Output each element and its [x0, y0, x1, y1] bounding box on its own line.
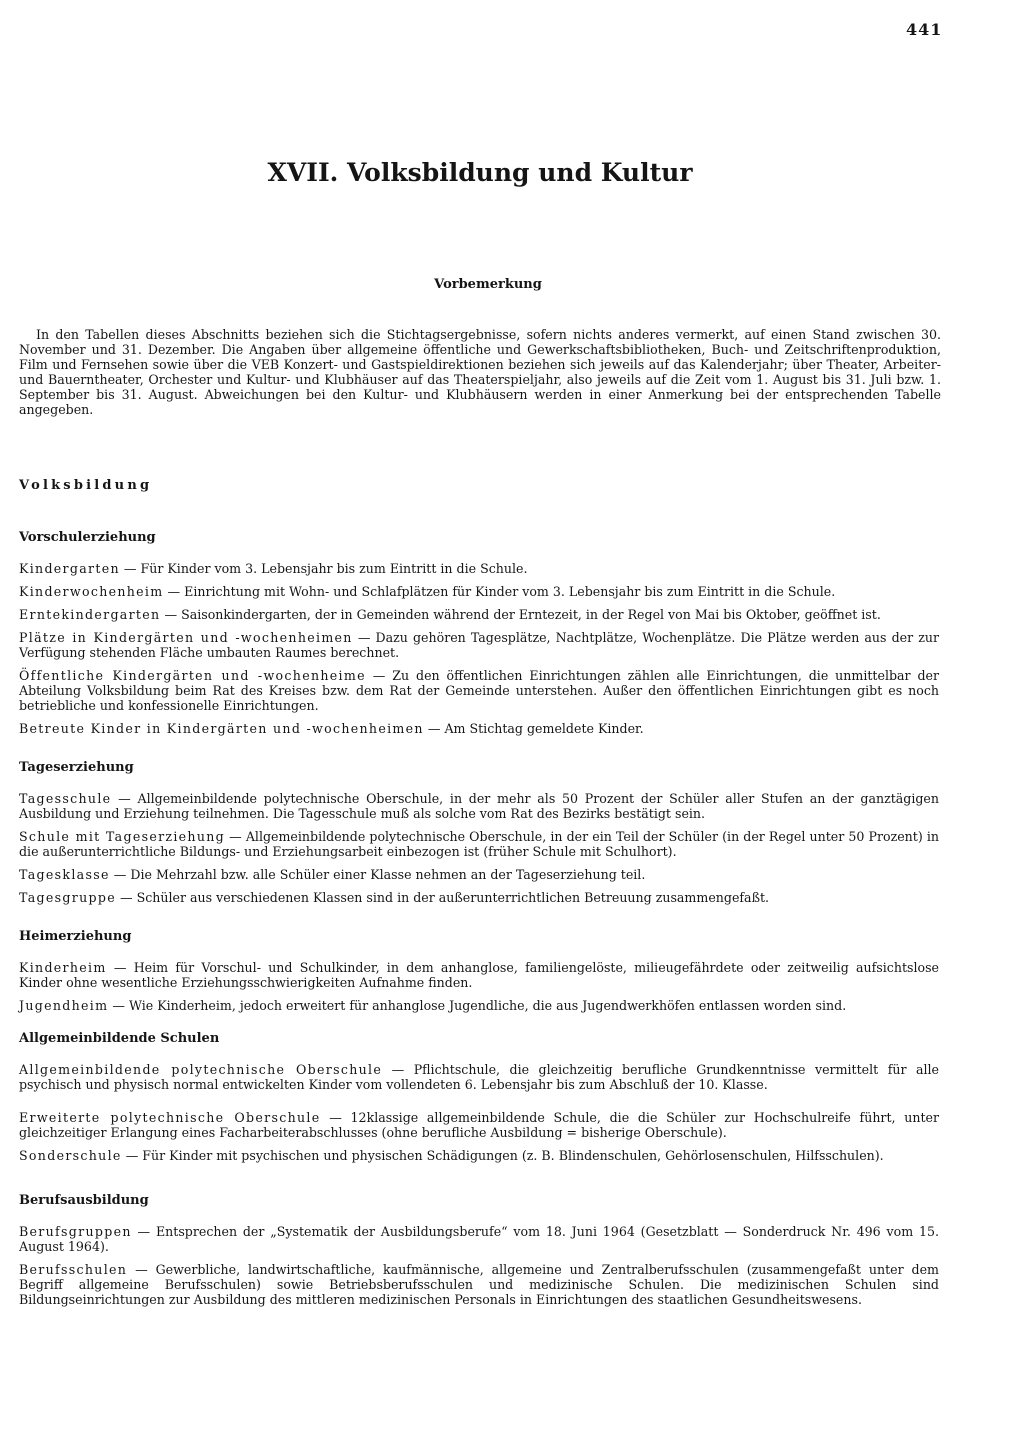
definition-entry: Kinderheim — Heim für Vorschul- und Schulkinder, in dem anhanglose, familiengelöste, milieugefährdete oder zeitweilig aufsichtslose Kinder ohne wesentliche Erziehungsschwierigkeiten Aufnahme finden. — [19, 960, 939, 990]
definition-text: Gewerbliche, landwirtschaftliche, kaufmännische, allgemeine und Zentralberufsschulen (zusammengefaßt unter dem Begriff allgemeine Berufsschulen) sowie Betriebsberufsschulen und medizinische Schulen. Die medizinischen Schulen sind Bildungseinrichtungen zur Ausbildung des mittleren medizinischen Personals in Einrichtungen des staatlichen Gesundheitswesens. — [19, 1262, 939, 1307]
definition-text: 12klassige allgemeinbildende Schule, die die Schüler zur Hochschulreife führt, unter gleichzeitiger Erlangung eines Facharbeiterabschlusses (ohne berufliche Ausbildung = bisherige Oberschule). — [19, 1110, 939, 1140]
section-heading: Volksbildung — [19, 478, 153, 493]
definition-term: Berufsschulen — [19, 1262, 128, 1277]
definition-text: Pflichtschule, die gleichzeitig berufliche Grundkenntnisse vermittelt für alle psychisch und physisch normal entwickelten Kinder vom vollendeten 6. Lebensjahr bis zum Abschluß der 10. Klasse. — [19, 1062, 939, 1092]
subsection-heading-vorschulerziehung: Vorschulerziehung — [19, 530, 156, 545]
page-number: 441 — [906, 20, 943, 39]
definition-entry: Berufsgruppen — Entsprechen der „Systematik der Ausbildungsberufe“ vom 18. Juni 1964 (Gesetzblatt — Sonderdruck Nr. 496 vom 15. August 1964). — [19, 1224, 939, 1254]
definition-entry: Erweiterte polytechnische Oberschule — 12klassige allgemeinbildende Schule, die die Schüler zur Hochschulreife führt, unter gleichzeitiger Erlangung eines Facharbeiterabschlusses (ohne berufliche Ausbildung = bisherige Oberschule). — [19, 1110, 939, 1140]
definition-term: Betreute Kinder in Kindergärten und -wochenheimen — [19, 721, 424, 736]
preface-heading: Vorbemerkung — [434, 277, 542, 292]
definition-term: Öffentliche Kindergärten und -wochenheime — [19, 668, 366, 683]
definition-text: Entsprechen der „Systematik der Ausbildungsberufe“ vom 18. Juni 1964 (Gesetzblatt — Sonderdruck Nr. 496 vom 15. August 1964). — [19, 1224, 939, 1254]
definition-text: Wie Kinderheim, jedoch erweitert für anhanglose Jugendliche, die aus Jugendwerkhöfen entlassen worden sind. — [129, 998, 847, 1013]
definition-entry: Kindergarten — Für Kinder vom 3. Lebensjahr bis zum Eintritt in die Schule. — [19, 561, 528, 576]
definition-entry: Plätze in Kindergärten und -wochenheimen — Dazu gehören Tagesplätze, Nachtplätze, Wochenplätze. Die Plätze werden aus der zur Verfügung stehenden Fläche umbauten Raumes berechnet. — [19, 630, 939, 660]
definition-entry: Erntekindergarten — Saisonkindergarten, der in Gemeinden während der Erntezeit, in der Regel von Mai bis Oktober, geöffnet ist. — [19, 607, 881, 622]
definition-entry: Kinderwochenheim — Einrichtung mit Wohn- und Schlafplätzen für Kinder vom 3. Lebensjahr bis zum Eintritt in die Schule. — [19, 584, 836, 599]
definition-term: Allgemeinbildende polytechnische Oberschule — [19, 1062, 383, 1077]
definition-entry: Tagesklasse — Die Mehrzahl bzw. alle Schüler einer Klasse nehmen an der Tageserziehung teil. — [19, 867, 646, 882]
definition-term: Kindergarten — [19, 561, 120, 576]
subsection-heading-tageserziehung: Tageserziehung — [19, 760, 134, 775]
definition-term: Kinderheim — [19, 960, 107, 975]
definition-term: Sonderschule — [19, 1148, 122, 1163]
definition-text: Für Kinder mit psychischen und physischen Schädigungen (z. B. Blindenschulen, Gehörlosenschulen, Hilfsschulen). — [142, 1148, 884, 1163]
definition-text: Einrichtung mit Wohn- und Schlafplätzen für Kinder vom 3. Lebensjahr bis zum Eintritt in die Schule. — [184, 584, 836, 599]
subsection-heading-berufsausbildung: Berufsausbildung — [19, 1193, 149, 1208]
subsection-heading-heimerziehung: Heimerziehung — [19, 929, 132, 944]
definition-text: Allgemeinbildende polytechnische Oberschule, in der mehr als 50 Prozent der Schüler aller Stufen an der ganztägigen Ausbildung und Erziehung teilnehmen. Die Tagesschule muß als solche vom Rat des Bezirks bestätigt sein. — [19, 791, 939, 821]
definition-text: Saisonkindergarten, der in Gemeinden während der Erntezeit, in der Regel von Mai bis Oktober, geöffnet ist. — [181, 607, 881, 622]
definition-term: Schule mit Tageserziehung — [19, 829, 226, 844]
definition-text: Schüler aus verschiedenen Klassen sind in der außerunterrichtlichen Betreuung zusammengefaßt. — [136, 890, 770, 905]
definition-entry: Allgemeinbildende polytechnische Oberschule — Pflichtschule, die gleichzeitig berufliche Grundkenntnisse vermittelt für alle psychisch und physisch normal entwickelten Kinder vom vollendeten 6. Lebensjahr bis zum Abschluß der 10. Klasse. — [19, 1062, 939, 1092]
definition-text: Die Mehrzahl bzw. alle Schüler einer Klasse nehmen an der Tageserziehung teil. — [130, 867, 646, 882]
preface-text: In den Tabellen dieses Abschnitts beziehen sich die Stichtagsergebnisse, sofern nichts anderes vermerkt, auf einen Stand zwischen 30. November und 31. Dezember. Die Angaben über allgemeine öffentliche und Gewerkschaftsbibliotheken, Buch- und Zeitschriftenproduktion, Film und Fernsehen sowie über die VEB Konzert- und Gastspieldirektionen beziehen sich jeweils auf das Kalenderjahr; über Theater, Arbeiter- und Bauerntheater, Orchester und Kultur- und Klubhäuser auf das Theaterspieljahr, also jeweils auf die Zeit vom 1. August bis 31. Juli bzw. 1. September bis 31. August. Abweichungen bei den Kultur- und Klubhäusern werden in einer Anmerkung bei der entsprechenden Tabelle angegeben. — [19, 327, 941, 417]
definition-entry: Betreute Kinder in Kindergärten und -wochenheimen — Am Stichtag gemeldete Kinder. — [19, 721, 644, 736]
definition-text: Am Stichtag gemeldete Kinder. — [444, 721, 644, 736]
definition-entry: Berufsschulen — Gewerbliche, landwirtschaftliche, kaufmännische, allgemeine und Zentralberufsschulen (zusammengefaßt unter dem Begriff allgemeine Berufsschulen) sowie Betriebsberufsschulen und medizinische Schulen. Die medizinischen Schulen sind Bildungseinrichtungen zur Ausbildung des mittleren medizinischen Personals in Einrichtungen des staatlichen Gesundheitswesens. — [19, 1262, 939, 1307]
definition-text: Heim für Vorschul- und Schulkinder, in dem anhanglose, familiengelöste, milieugefährdete oder zeitweilig aufsichtslose Kinder ohne wesentliche Erziehungsschwierigkeiten Aufnahme finden. — [19, 960, 939, 990]
definition-entry: Schule mit Tageserziehung — Allgemeinbildende polytechnische Oberschule, in der ein Teil der Schüler (in der Regel unter 50 Prozent) in die außerunterrichtliche Bildungs- und Erziehungsarbeit einbezogen ist (früher Schule mit Schulhort). — [19, 829, 939, 859]
definition-term: Tagesschule — [19, 791, 112, 806]
definition-entry: Öffentliche Kindergärten und -wochenheime — Zu den öffentlichen Einrichtungen zählen alle Einrichtungen, die unmittelbar der Abteilung Volksbildung beim Rat des Kreises bzw. dem Rat der Gemeinde unterstehen. Außer den öffentlichen Einrichtungen gibt es noch betriebliche und konfessionelle Einrichtungen. — [19, 668, 939, 713]
definition-term: Jugendheim — [19, 998, 109, 1013]
subsection-heading-allgemeinbildende-schulen: Allgemeinbildende Schulen — [19, 1031, 220, 1046]
definitions-content — [19, 530, 939, 1315]
definition-text: Allgemeinbildende polytechnische Oberschule, in der ein Teil der Schüler (in der Regel unter 50 Prozent) in die außerunterrichtliche Bildungs- und Erziehungsarbeit einbezogen ist (früher Schule mit Schulhort). — [19, 829, 939, 859]
definition-entry: Tagesschule — Allgemeinbildende polytechnische Oberschule, in der mehr als 50 Prozent der Schüler aller Stufen an der ganztägigen Ausbildung und Erziehung teilnehmen. Die Tagesschule muß als solche vom Rat des Bezirks bestätigt sein. — [19, 791, 939, 821]
definition-text: Für Kinder vom 3. Lebensjahr bis zum Eintritt in die Schule. — [140, 561, 528, 576]
definition-term: Berufsgruppen — [19, 1224, 132, 1239]
definition-text: Dazu gehören Tagesplätze, Nachtplätze, Wochenplätze. Die Plätze werden aus der zur Verfügung stehenden Fläche umbauten Raumes berechnet. — [19, 630, 939, 660]
definition-entry: Sonderschule — Für Kinder mit psychischen und physischen Schädigungen (z. B. Blindenschulen, Gehörlosenschulen, Hilfsschulen). — [19, 1148, 884, 1163]
definition-term: Erweiterte polytechnische Oberschule — [19, 1110, 321, 1125]
definition-term: Erntekindergarten — [19, 607, 161, 622]
definition-text: Zu den öffentlichen Einrichtungen zählen alle Einrichtungen, die unmittelbar der Abteilung Volksbildung beim Rat des Kreises bzw. dem Rat der Gemeinde unterstehen. Außer den öffentlichen Einrichtungen gibt es noch betriebliche und konfessionelle Einrichtungen. — [19, 668, 939, 713]
definition-term: Tagesgruppe — [19, 890, 116, 905]
definition-term: Kinderwochenheim — [19, 584, 164, 599]
definition-entry: Jugendheim — Wie Kinderheim, jedoch erweitert für anhanglose Jugendliche, die aus Jugendwerkhöfen entlassen worden sind. — [19, 998, 847, 1013]
definition-entry: Tagesgruppe — Schüler aus verschiedenen Klassen sind in der außerunterrichtlichen Betreuung zusammengefaßt. — [19, 890, 770, 905]
definition-term: Plätze in Kindergärten und -wochenheimen — [19, 630, 353, 645]
chapter-title: XVII. Volksbildung und Kultur — [267, 158, 693, 187]
definition-term: Tagesklasse — [19, 867, 110, 882]
